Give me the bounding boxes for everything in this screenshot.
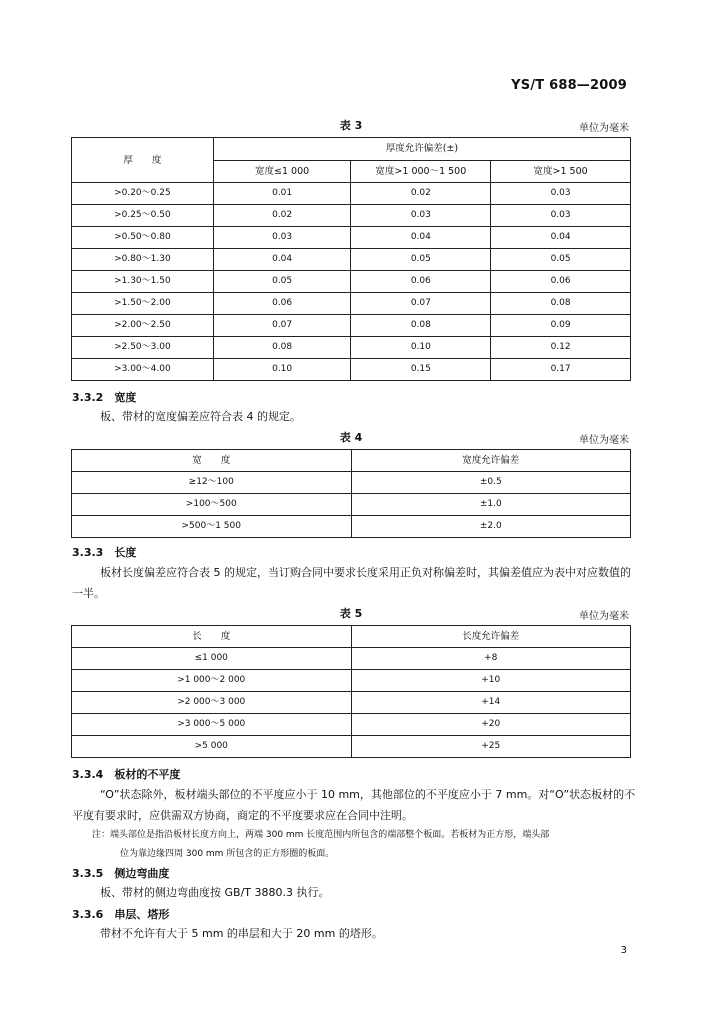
- table-row: [72, 337, 631, 359]
- table-cell: 0.08: [491, 293, 631, 315]
- table-cell: 0.10: [213, 359, 351, 381]
- table-row: [72, 271, 631, 293]
- table4-unit: 单位为毫米: [579, 435, 629, 446]
- table-row: [72, 648, 631, 670]
- table-cell: >5 000: [72, 736, 352, 758]
- table3-caption: 表 3: [339, 119, 363, 132]
- table-row: [72, 249, 631, 271]
- table-cell: 0.06: [491, 271, 631, 293]
- section-3-3-2-heading: 3.3.2 宽度: [72, 391, 137, 404]
- table-cell: 0.05: [491, 249, 631, 271]
- table3-unit: 单位为毫米: [579, 123, 629, 134]
- table5-header-length: 长 度: [72, 626, 352, 648]
- table-header-row: [72, 450, 631, 472]
- table-row: [72, 227, 631, 249]
- table-cell: >3 000～5 000: [72, 714, 352, 736]
- table-cell: 0.06: [351, 271, 491, 293]
- table3-header-thickness: 厚 度: [72, 138, 214, 183]
- table-row: [72, 359, 631, 381]
- section-3-3-5-text: 板、带材的侧边弯曲度按 GB/T 3880.3 执行。: [100, 886, 330, 899]
- table5-header-tolerance: 长度允许偏差: [351, 626, 631, 648]
- table-cell: ±1.0: [351, 494, 631, 516]
- table-cell: 0.17: [491, 359, 631, 381]
- table3-subheader: 宽度>1 500: [491, 160, 631, 183]
- table-row: [72, 183, 631, 205]
- table-cell: 0.08: [213, 337, 351, 359]
- table3-subheader: 宽度>1 000～1 500: [351, 160, 491, 183]
- table-cell: >0.25～0.50: [72, 205, 214, 227]
- table-cell: +8: [351, 648, 631, 670]
- table3-header-group: 厚度允许偏差(±): [213, 138, 630, 161]
- section-3-3-5-heading: 3.3.5 侧边弯曲度: [72, 867, 170, 880]
- table-cell: 0.05: [213, 271, 351, 293]
- table4-header-width: 宽 度: [72, 450, 352, 472]
- section-3-3-3-heading: 3.3.3 长度: [72, 546, 137, 559]
- table-cell: >2 000～3 000: [72, 692, 352, 714]
- table-row: [72, 293, 631, 315]
- table-row: [72, 472, 631, 494]
- table-cell: ±2.0: [351, 516, 631, 538]
- table-row: [72, 714, 631, 736]
- table-cell: 0.02: [351, 183, 491, 205]
- table3: [71, 137, 631, 381]
- section-3-3-2-text: 板、带材的宽度偏差应符合表 4 的规定。: [100, 410, 301, 423]
- table-cell: 0.03: [491, 205, 631, 227]
- table-cell: >2.00～2.50: [72, 315, 214, 337]
- table-cell: >2.50～3.00: [72, 337, 214, 359]
- table-cell: >3.00～4.00: [72, 359, 214, 381]
- table-cell: 0.06: [213, 293, 351, 315]
- table5: [71, 625, 631, 758]
- table-row: [72, 516, 631, 538]
- table-cell: 0.05: [351, 249, 491, 271]
- table-cell: 0.09: [491, 315, 631, 337]
- table-cell: 0.07: [351, 293, 491, 315]
- table-cell: 0.12: [491, 337, 631, 359]
- table-cell: 0.07: [213, 315, 351, 337]
- table-cell: 0.03: [491, 183, 631, 205]
- table-cell: 0.02: [213, 205, 351, 227]
- table-cell: 0.01: [213, 183, 351, 205]
- table-row: [72, 315, 631, 337]
- table4: [71, 449, 631, 538]
- table-row: [72, 205, 631, 227]
- table-cell: ≤1 000: [72, 648, 352, 670]
- table5-caption: 表 5: [339, 607, 363, 620]
- table-header-row: [72, 626, 631, 648]
- table-cell: +25: [351, 736, 631, 758]
- section-3-3-6-heading: 3.3.6 串层、塔形: [72, 908, 170, 921]
- table-cell: +10: [351, 670, 631, 692]
- table-cell: >0.20～0.25: [72, 183, 214, 205]
- table-cell: ±0.5: [351, 472, 631, 494]
- table-cell: 0.03: [351, 205, 491, 227]
- section-3-3-3-text: 板材长度偏差应符合表 5 的规定，当订购合同中要求长度采用正负对称偏差时，其偏差值应为表中对应数值的一半。: [72, 566, 631, 600]
- table-cell: +14: [351, 692, 631, 714]
- table-cell: >500～1 500: [72, 516, 352, 538]
- table-row: [72, 494, 631, 516]
- section-3-3-4-note-line1: 注：端头部位是指沿板材长度方向上，两端 300 mm 长度范围内所包含的端部整个板面。若板材为正方形，端头部: [92, 830, 550, 840]
- standard-code: YS/T 688—2009: [511, 78, 627, 93]
- table-row: [72, 736, 631, 758]
- table-cell: >1 000～2 000: [72, 670, 352, 692]
- table-row: [72, 692, 631, 714]
- table5-unit: 单位为毫米: [579, 611, 629, 622]
- table-cell: +20: [351, 714, 631, 736]
- table4-caption: 表 4: [339, 431, 363, 444]
- table-cell: 0.04: [351, 227, 491, 249]
- table-cell: 0.04: [213, 249, 351, 271]
- table-cell: 0.08: [351, 315, 491, 337]
- table-cell: >0.80～1.30: [72, 249, 214, 271]
- table-row: [72, 670, 631, 692]
- table-cell: >100～500: [72, 494, 352, 516]
- table-cell: >0.50～0.80: [72, 227, 214, 249]
- table-cell: 0.03: [213, 227, 351, 249]
- table-cell: 0.04: [491, 227, 631, 249]
- table-cell: 0.10: [351, 337, 491, 359]
- page-number: 3: [620, 945, 627, 956]
- table4-header-tolerance: 宽度允许偏差: [351, 450, 631, 472]
- section-3-3-4-heading: 3.3.4 板材的不平度: [72, 768, 181, 781]
- table3-subheader: 宽度≤1 000: [213, 160, 351, 183]
- table-cell: >1.50～2.00: [72, 293, 214, 315]
- section-3-3-4-text: “O”状态除外，板材端头部位的不平度应小于 10 mm，其他部位的不平度应小于 7 mm。对“O”状态板材的不平度有要求时，应供需双方协商，商定的不平度要求应在合同中注明。: [72, 788, 636, 822]
- table-cell: >1.30～1.50: [72, 271, 214, 293]
- section-3-3-6-text: 带材不允许有大于 5 mm 的串层和大于 20 mm 的塔形。: [100, 927, 383, 940]
- table-cell: 0.15: [351, 359, 491, 381]
- section-3-3-4-note-line2: 位为靠边缘四周 300 mm 所包含的正方形圈的板面。: [120, 849, 335, 859]
- table-cell: ≥12～100: [72, 472, 352, 494]
- table3-body: [72, 183, 631, 381]
